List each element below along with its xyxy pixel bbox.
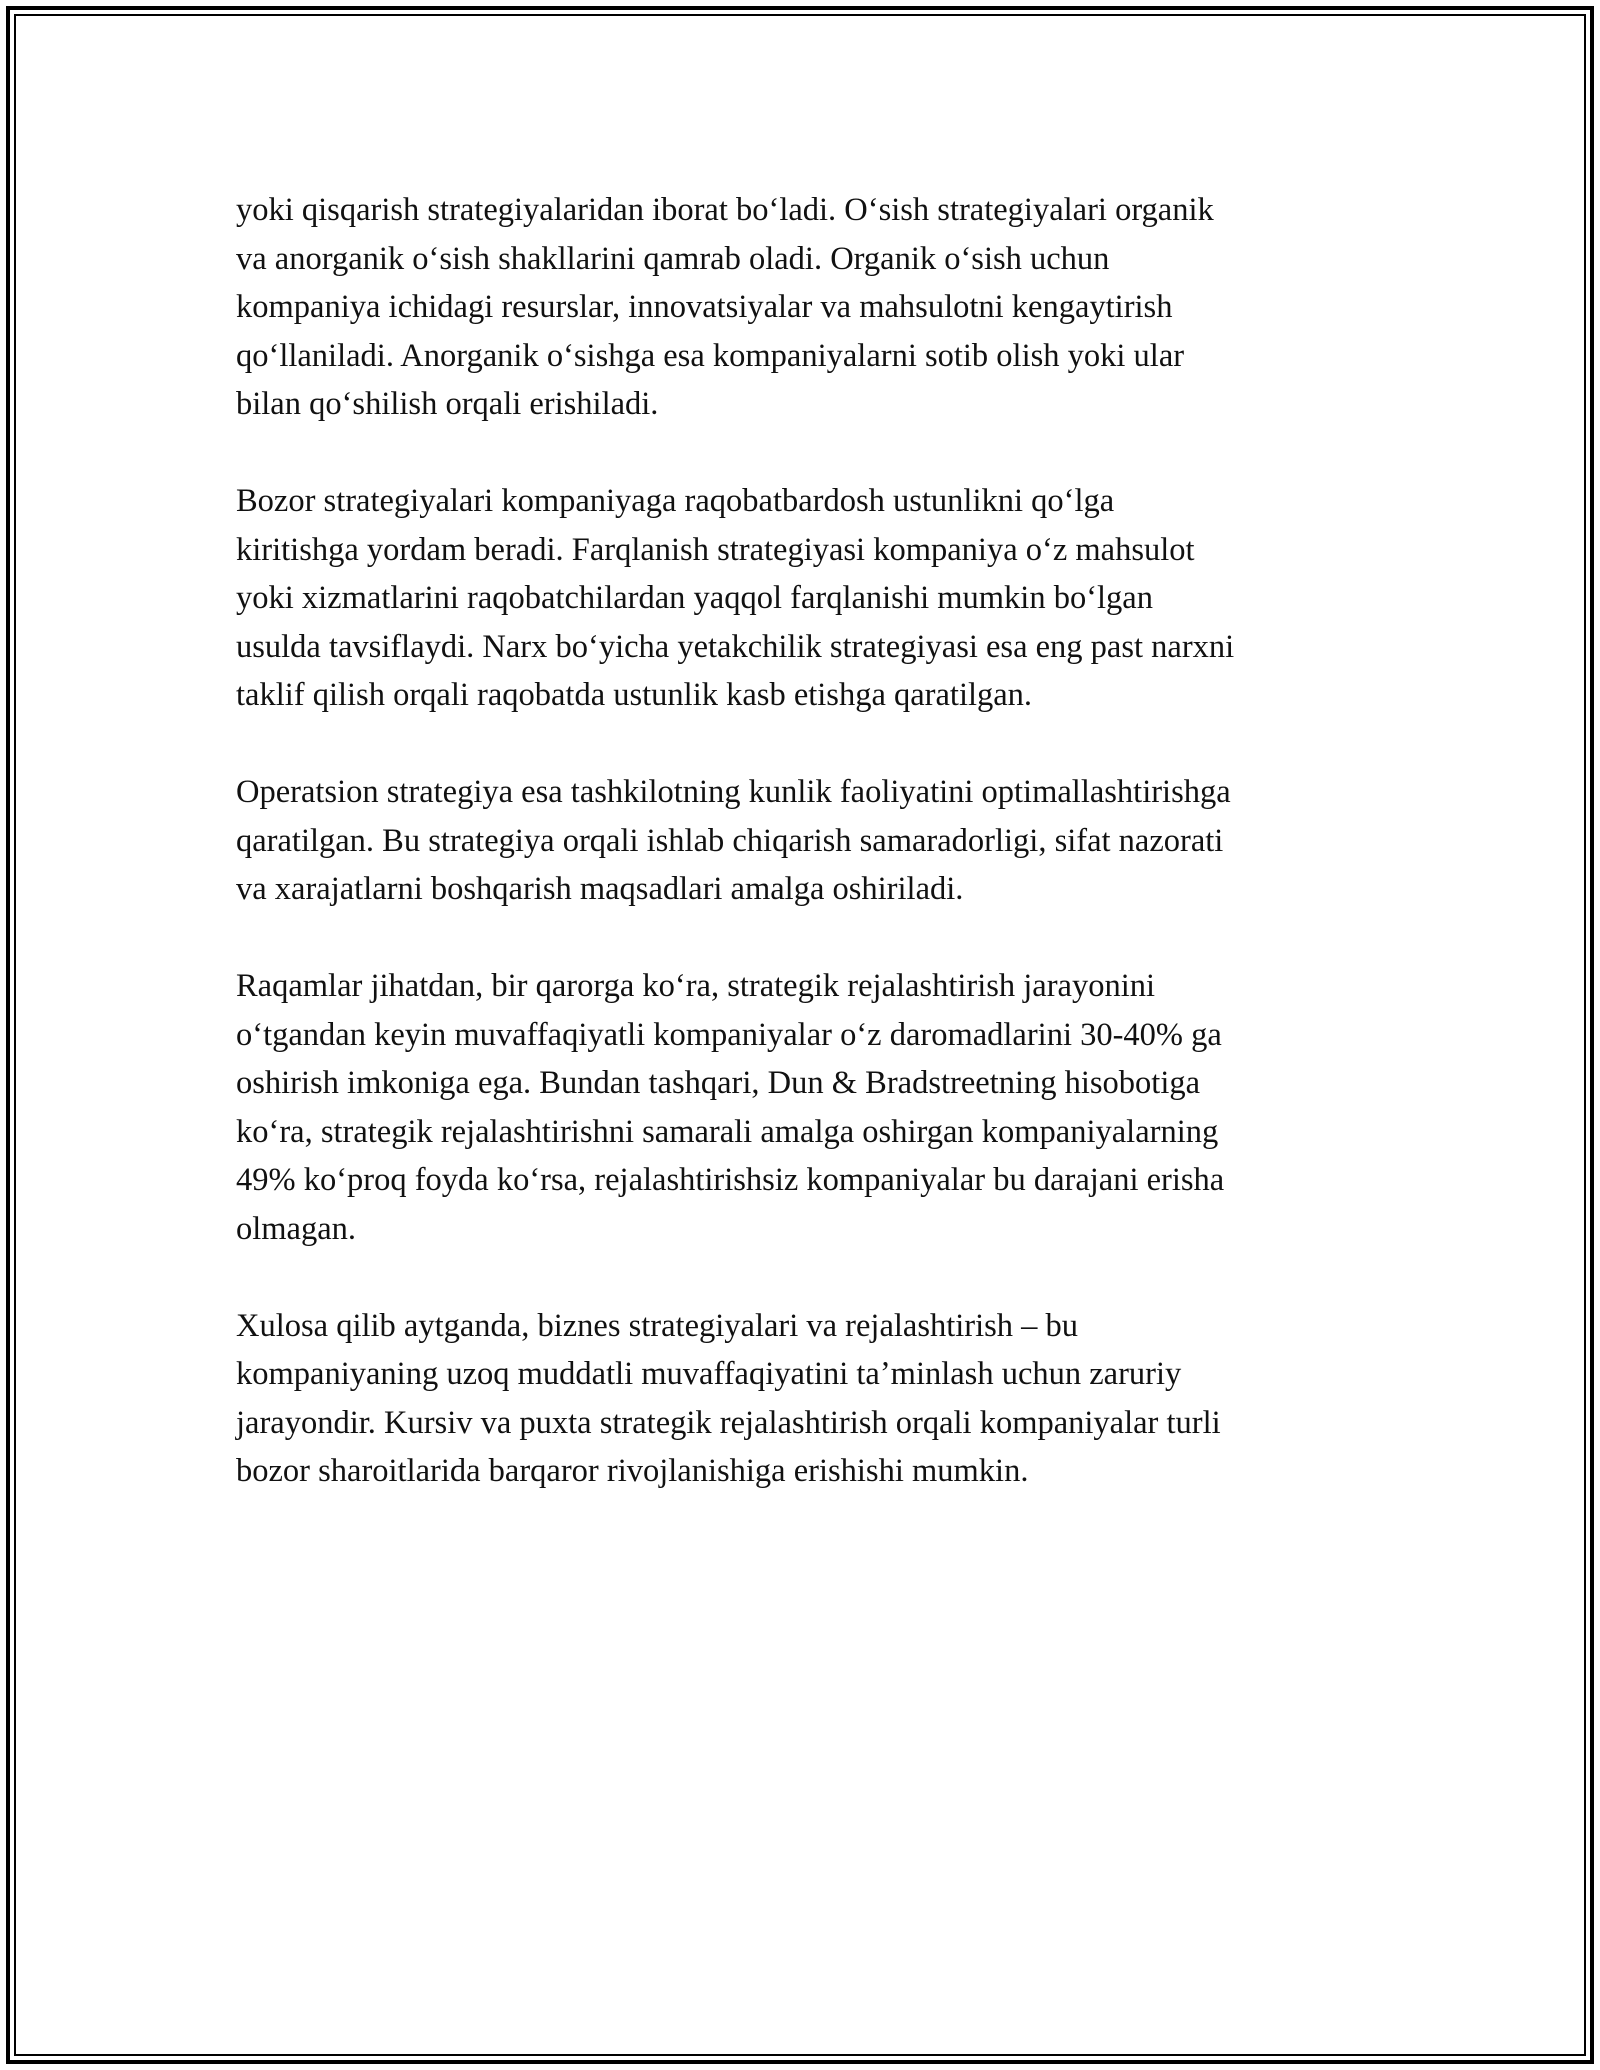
text-line: 49% koʻproq foyda koʻrsa, rejalashtirishsiz kompaniyalar bu darajani erisha bbox=[236, 1162, 1225, 1198]
text-line: bilan qoʻshilish orqali erishiladi. bbox=[236, 386, 659, 422]
paragraph-5 bbox=[236, 1302, 1366, 1496]
text-line: qoʻllaniladi. Anorganik oʻsishga esa kompaniyalarni sotib olish yoki ular bbox=[236, 337, 1185, 374]
paragraph-2 bbox=[236, 477, 1366, 720]
text-line: bozor sharoitlarida barqaror rivojlanishiga erishishi mumkin. bbox=[236, 1453, 1029, 1489]
paragraph-3 bbox=[236, 768, 1366, 914]
text-line: oʻtgandan keyin muvaffaqiyatli kompaniyalar oʻz daromadlarini 30-40% ga bbox=[236, 1016, 1222, 1053]
text-line: yoki qisqarish strategiyalaridan iborat boʻladi. Oʻsish strategiyalari organik bbox=[236, 192, 1214, 228]
text-line: va xarajatlarni boshqarish maqsadlari amalga oshiriladi. bbox=[236, 871, 964, 907]
text-line: taklif qilish orqali raqobatda ustunlik kasb etishga qaratilgan. bbox=[236, 677, 1033, 713]
text-line: Operatsion strategiya esa tashkilotning kunlik faoliyatini optimallashtirishga bbox=[236, 774, 1231, 810]
text-line: koʻra, strategik rejalashtirishni samarali amalga oshirgan kompaniyalarning bbox=[236, 1113, 1219, 1150]
text-line: kompaniya ichidagi resurslar, innovatsiyalar va mahsulotni kengaytirish bbox=[236, 289, 1173, 325]
document-body bbox=[236, 186, 1366, 1544]
text-line: va anorganik oʻsish shakllarini qamrab oladi. Organik oʻsish uchun bbox=[236, 240, 1110, 277]
text-line: yoki xizmatlarini raqobatchilardan yaqqol farqlanishi mumkin boʻlgan bbox=[236, 580, 1153, 616]
text-line: usulda tavsiflaydi. Narx boʻyicha yetakchilik strategiyasi esa eng past narxni bbox=[236, 628, 1235, 665]
text-line: Xulosa qilib aytganda, biznes strategiyalari va rejalashtirish – bu bbox=[236, 1307, 1079, 1344]
paragraph-4 bbox=[236, 962, 1366, 1253]
text-line: oshirish imkoniga ega. Bundan tashqari, Dun & Bradstreetning hisobotiga bbox=[236, 1065, 1201, 1101]
text-line: qaratilgan. Bu strategiya orqali ishlab chiqarish samaradorligi, sifat nazorati bbox=[236, 822, 1224, 859]
text-line: jarayondir. Kursiv va puxta strategik rejalashtirish orqali kompaniyalar turli bbox=[236, 1404, 1221, 1441]
text-line: olmagan. bbox=[236, 1210, 357, 1247]
paragraph-1 bbox=[236, 186, 1366, 429]
text-line: Raqamlar jihatdan, bir qarorga koʻra, strategik rejalashtirish jarayonini bbox=[236, 968, 1156, 1004]
text-line: kiritishga yordam beradi. Farqlanish strategiyasi kompaniya oʻz mahsulot bbox=[236, 531, 1195, 568]
text-line: kompaniyaning uzoq muddatli muvaffaqiyatini taʼminlash uchun zaruriy bbox=[236, 1356, 1182, 1392]
text-line: Bozor strategiyalari kompaniyaga raqobatbardosh ustunlikni qoʻlga bbox=[236, 483, 1115, 519]
